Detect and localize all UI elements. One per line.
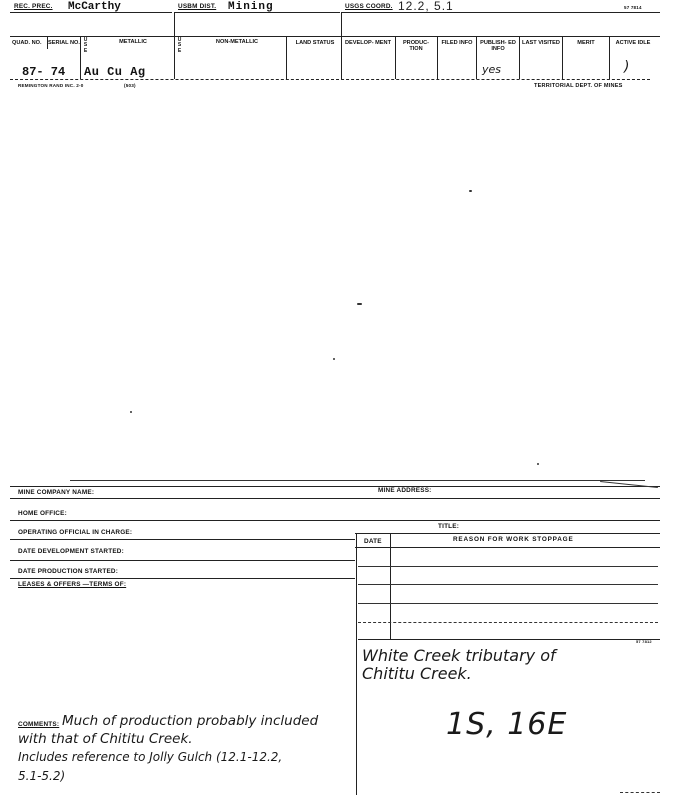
mine-address-label: MINE ADDRESS: xyxy=(378,487,432,494)
scan-speck xyxy=(537,463,539,465)
date-column-header: DATE xyxy=(364,538,382,545)
mine-company-name-label: MINE COMPANY NAME: xyxy=(18,489,95,496)
scan-speck xyxy=(333,358,335,360)
col-active-idle: ACTIVE IDLE xyxy=(615,40,651,46)
reason-column-header: REASON FOR WORK STOPPAGE xyxy=(453,536,574,543)
comments-label: COMMENTS: xyxy=(18,721,60,728)
col-published-info: PUBLISH- ED INFO xyxy=(480,40,516,52)
record-metallic: Au Cu Ag xyxy=(84,65,146,79)
table-left-edge xyxy=(356,533,357,795)
operating-official-label: OPERATING OFFICIAL IN CHARGE: xyxy=(18,529,133,536)
home-office-label: HOME OFFICE: xyxy=(18,510,67,517)
col-serial-no: SERIAL NO. xyxy=(48,40,80,46)
comments-line-1: Much of production probably included xyxy=(62,713,319,729)
col-production: PRODUC- TION xyxy=(402,40,430,52)
col-quad-no: QUAD. NO. xyxy=(12,40,42,46)
header-underline-3 xyxy=(342,12,660,13)
record-bottom-line xyxy=(10,79,650,80)
leases-offers-label: LEASES & OFFERS —TERMS OF: xyxy=(18,581,127,588)
location-line-2: Chititu Creek. xyxy=(362,664,472,683)
scan-speck xyxy=(130,411,132,413)
header-underline-1 xyxy=(10,12,172,13)
col-use-nonmetallic: U S E xyxy=(177,37,182,54)
rec-prec-label: REC. PREC. xyxy=(14,3,53,10)
col-land-status: LAND STATUS xyxy=(295,40,335,46)
date-development-started-label: DATE DEVELOPMENT STARTED: xyxy=(18,548,124,555)
township-range: 1S, 16E xyxy=(446,707,568,742)
col-sep-use xyxy=(80,36,81,79)
usbm-dist-value: Mining xyxy=(228,1,274,13)
printer-code: (503) xyxy=(124,83,136,88)
form-number: 57 7814 xyxy=(624,5,642,10)
comments-line-2: with that of Chititu Creek. xyxy=(18,731,193,747)
title-label: TITLE: xyxy=(438,523,460,530)
rec-prec-value: McCarthy xyxy=(68,1,121,13)
col-last-visited: LAST VISITED xyxy=(522,40,560,46)
usgs-coord-value: 12.2, 5.1 xyxy=(398,0,454,13)
printer-credit: REMINGTON RAND INC. 2-0 xyxy=(18,83,84,88)
record-quad-serial: 87- 74 xyxy=(22,65,66,79)
location-line-1: White Creek tributary of xyxy=(362,646,556,665)
col-metallic: METALLIC xyxy=(119,39,147,45)
col-use-metallic: U S E xyxy=(83,37,88,54)
comments-line-4: 5.1-5.2) xyxy=(18,769,66,783)
col-non-metallic: NON-METALLIC xyxy=(215,39,259,45)
department-name: TERRITORIAL DEPT. OF MINES xyxy=(534,83,623,89)
usgs-coord-label: USGS COORD. xyxy=(345,3,393,10)
header-underline-2 xyxy=(175,12,340,13)
record-published-info: yes xyxy=(482,63,502,76)
scan-speck xyxy=(469,190,472,192)
col-sep-nonmetallic xyxy=(174,12,175,79)
record-active-idle: ) xyxy=(624,59,630,75)
col-filed-info: FILED INFO xyxy=(441,40,473,46)
scan-speck xyxy=(357,303,362,305)
date-production-started-label: DATE PRODUCTION STARTED: xyxy=(18,568,119,575)
usbm-dist-label: USBM DIST. xyxy=(178,3,217,10)
form-number-lower: 57 7812 xyxy=(636,639,652,644)
col-development: DEVELOP- MENT xyxy=(345,40,391,46)
date-column-sep xyxy=(390,533,391,639)
col-merit: MERIT xyxy=(577,40,595,46)
comments-line-3: Includes reference to Jolly Gulch (12.1-12.2, xyxy=(18,750,283,764)
